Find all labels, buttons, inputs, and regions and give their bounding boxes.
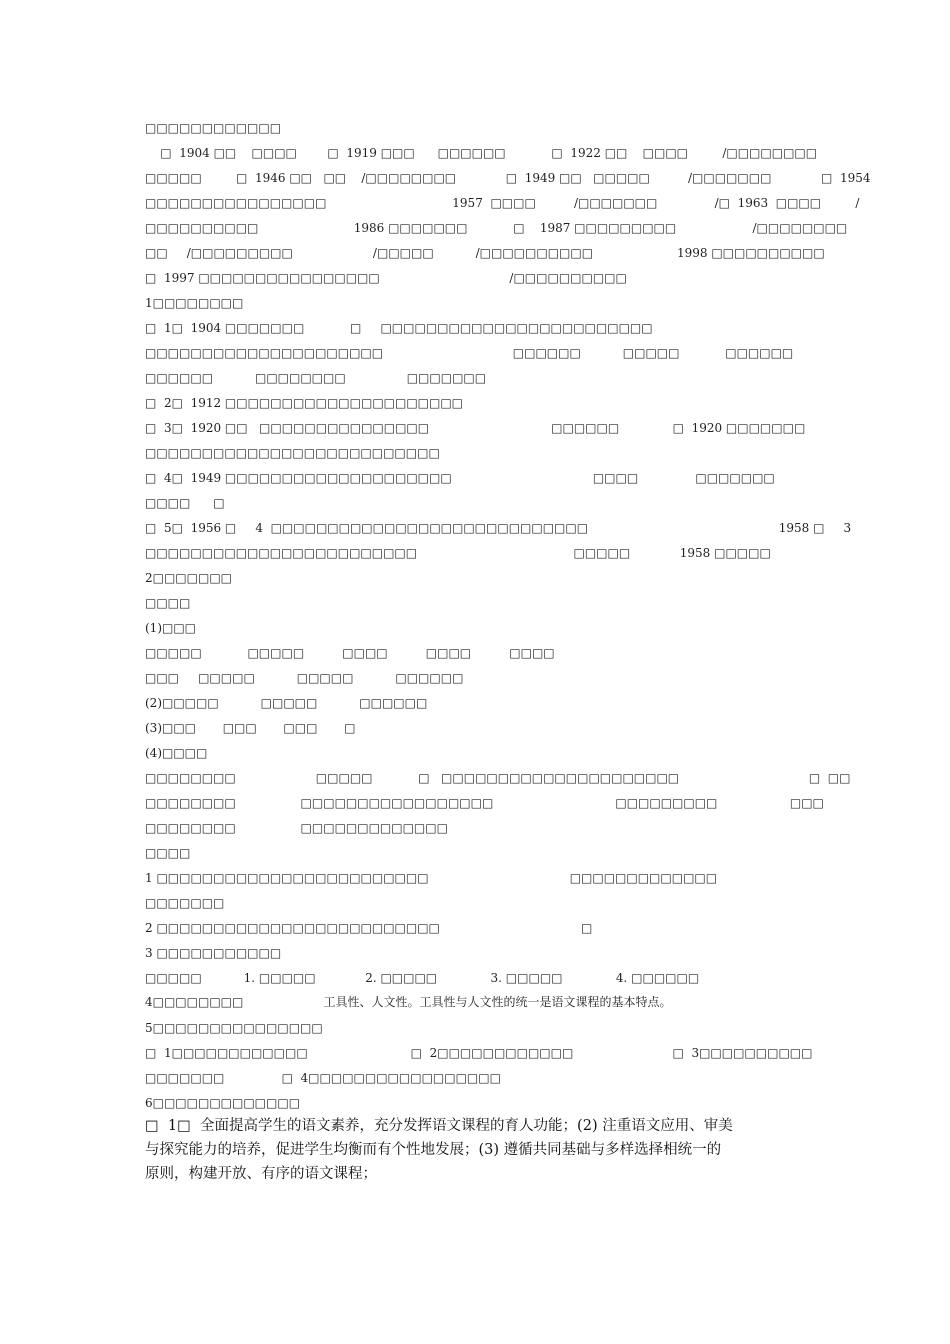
- text-line: □ 1□□□□□□□□□□□□ □ 2□□□□□□□□□□□□ □ 3□□□□□□□□□□: [145, 1046, 813, 1060]
- text-line: □□□□□□□□□□ 1986 □□□□□□□ □ 1987 □□□□□□□□□ /□□□□□□□□: [145, 221, 848, 235]
- text-line: □□□□□□ □□□□□□□□ □□□□□□□: [145, 371, 487, 385]
- text-line: □□□□□□□: [145, 896, 225, 910]
- text-line: (1)□□□: [145, 621, 197, 635]
- section-heading: 2□□□□□□□: [145, 571, 232, 585]
- text-line: □ 1904 □□ □□□□ □ 1919 □□□ □□□□□□ □ 1922 □□ □□□□ /□□□□□□□□: [145, 146, 818, 160]
- text-line: □ 5□ 1956 □ 4 □□□□□□□□□□□□□□□□□□□□□□□□□□□□ 1958 □ 3: [145, 521, 852, 535]
- text-line: □ 4□ 1949 □□□□□□□□□□□□□□□□□□□□ □□□□ □□□□□□□: [145, 471, 775, 485]
- text-line: □ 3□ 1920 □□ □□□□□□□□□□□□□□□ □□□□□□ □ 1920 □□□□□□□: [145, 421, 806, 435]
- text-line: □□□□□□□□□□□□: [145, 121, 282, 135]
- text-line: 2 □□□□□□□□□□□□□□□□□□□□□□□□□ □: [145, 921, 593, 935]
- section-heading: 1□□□□□□□□: [145, 296, 244, 310]
- text-line: □□ /□□□□□□□□□ /□□□□□ /□□□□□□□□□□ 1998 □□□□□□□□□□: [145, 246, 825, 260]
- text-line: □□□□□ □□□□□ □□□□ □□□□ □□□□: [145, 646, 555, 660]
- text-line: (3)□□□ □□□ □□□ □: [145, 721, 356, 735]
- text-line: □□□□ □: [145, 496, 225, 510]
- text-line: □□□□□□□□□□□□□□□□□□□□□□□□□□: [145, 446, 440, 460]
- text-line: □□□□□□□□ □□□□□□□□□□□□□□□□□ □□□□□□□□□ □□□: [145, 796, 824, 810]
- text-line: □□□□□ □ 1946 □□ □□ /□□□□□□□□ □ 1949 □□ □□□□□ /□□□□□□□ □ 1954: [145, 171, 871, 185]
- text-line-characteristics: 4□□□□□□□□ 工具性、人文性。工具性与人文性的统一是语文课程的基本特点。: [145, 995, 672, 1009]
- text-line: □ 1997 □□□□□□□□□□□□□□□□ /□□□□□□□□□□: [145, 271, 627, 285]
- text-line: □□□□□□□□□□□□□□□□ 1957 □□□□ /□□□□□□□ /□ 1963 □□□□ /: [145, 196, 860, 210]
- text-line: (4)□□□□: [145, 746, 208, 760]
- text-line: □ 1□ 1904 □□□□□□□ □ □□□□□□□□□□□□□□□□□□□□□□□□: [145, 321, 653, 335]
- text-line: □□□□□□□ □ 4□□□□□□□□□□□□□□□□□: [145, 1071, 501, 1085]
- section-heading: 6□□□□□□□□□□□□□: [145, 1096, 301, 1110]
- text-line: □□□□□ 1. □□□□□ 2. □□□□□ 3. □□□□□ 4. □□□□□□: [145, 971, 700, 985]
- text-line: □□□□□□□□□□□□□□□□□□□□□□□□ □□□□□ 1958 □□□□□: [145, 546, 771, 560]
- section-heading: 5□□□□□□□□□□□□□□□: [145, 1021, 323, 1035]
- paragraph-line: 与探究能力的培养，促进学生均衡而有个性地发展；(3) 遵循共同基础与多样选择相统一的: [145, 1142, 722, 1158]
- text-line: □□□□□□□□□□□□□□□□□□□□□ □□□□□□ □□□□□ □□□□□□: [145, 346, 794, 360]
- text-line: □□□□: [145, 846, 191, 860]
- text-line: □ 2□ 1912 □□□□□□□□□□□□□□□□□□□□□: [145, 396, 464, 410]
- text-line: □□□□□□□□ □□□□□□□□□□□□□: [145, 821, 448, 835]
- text-line: □□□□: [145, 596, 191, 610]
- text-line: 1 □□□□□□□□□□□□□□□□□□□□□□□□ □□□□□□□□□□□□□: [145, 871, 718, 885]
- text-line: (2)□□□□□ □□□□□ □□□□□□: [145, 696, 428, 710]
- paragraph-line: □ 1□ 全面提高学生的语文素养，充分发挥语文课程的育人功能；(2) 注重语文应用、审美: [145, 1118, 733, 1134]
- text-line: 3 □□□□□□□□□□□: [145, 946, 282, 960]
- paragraph-line: 原则，构建开放、有序的语文课程；: [145, 1166, 377, 1182]
- text-line: □□□ □□□□□ □□□□□ □□□□□□: [145, 671, 464, 685]
- text-line: □□□□□□□□ □□□□□ □ □□□□□□□□□□□□□□□□□□□□□ □ □□: [145, 771, 851, 785]
